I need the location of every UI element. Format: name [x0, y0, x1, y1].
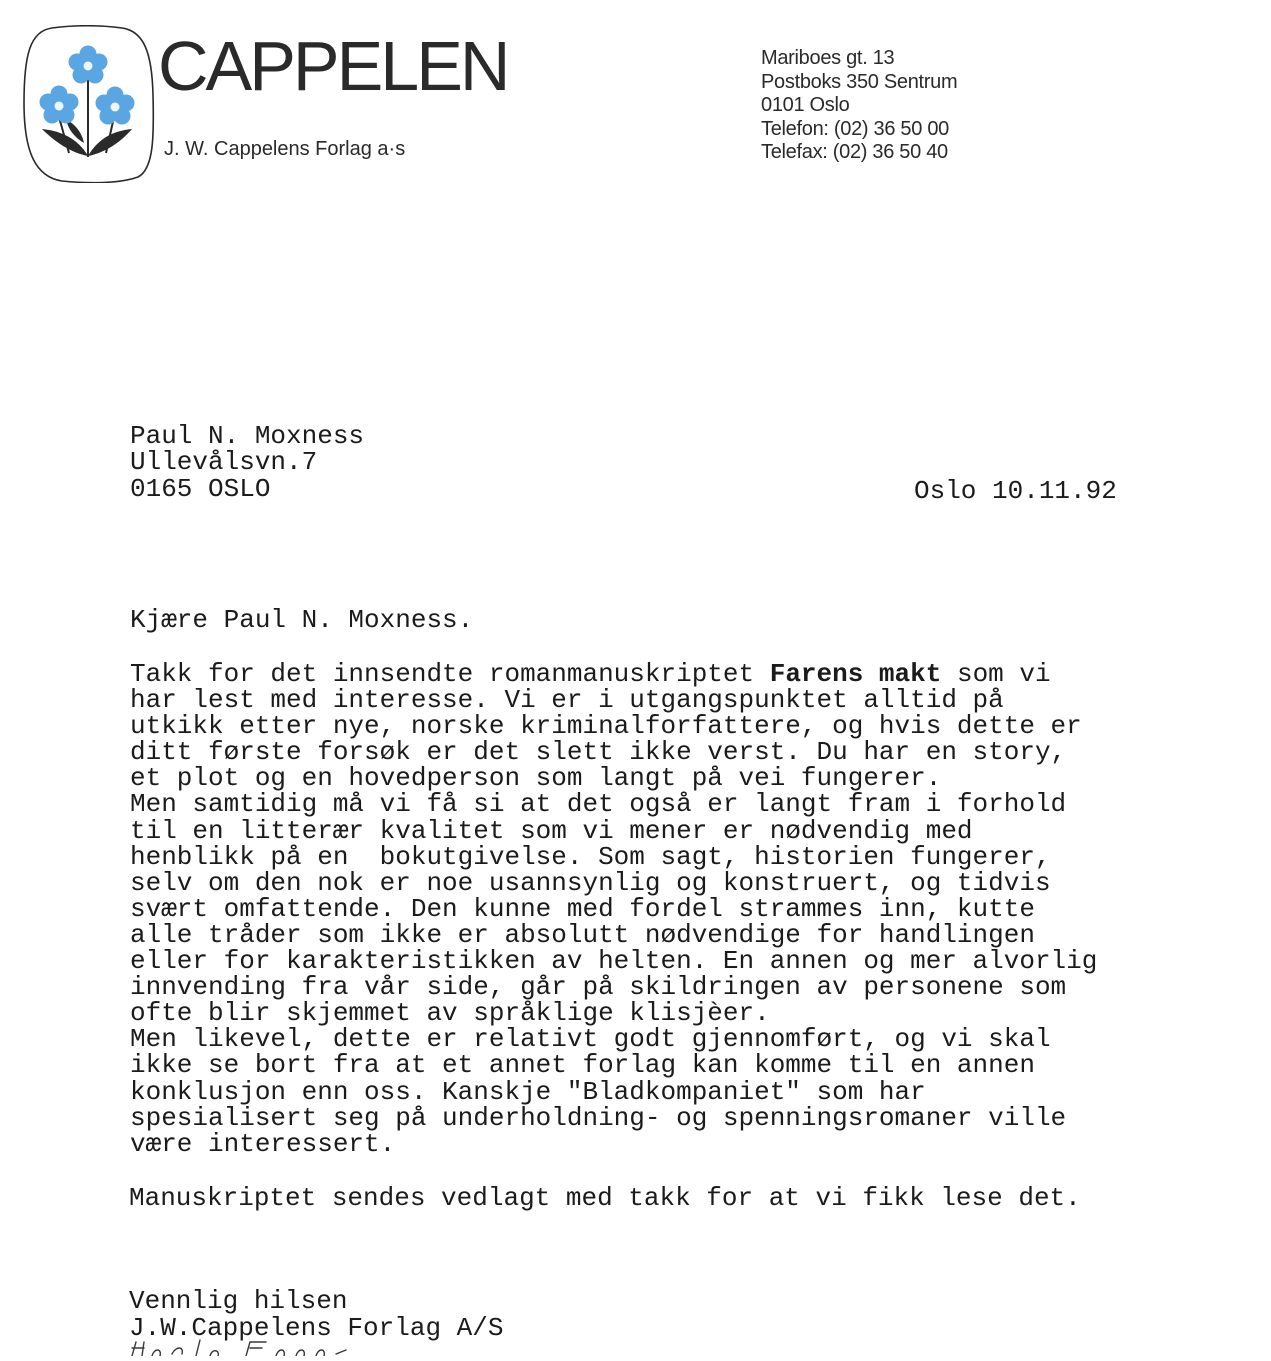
body-line: svært omfattende. Den kunne med fordel strammes inn, kutte [130, 893, 1035, 924]
address-phone: Telefon: (02) 36 50 00 [761, 117, 949, 140]
body-line: et plot og en hovedperson som langt på vei fungerer. [130, 763, 942, 794]
recipient-name: Paul N. Moxness [130, 421, 365, 451]
address-street: Mariboes gt. 13 [761, 47, 895, 69]
body-line: Men samtidig må vi få si at det også er langt fram i forhold [130, 789, 1067, 820]
closing-line: Manuskriptet sendes vedlagt med takk for at vi fikk lese det. [129, 1183, 1081, 1213]
body-line: selv om den nok er noe usannsynlig og konstruert, og tidvis [130, 867, 1051, 898]
body-line-start: Takk for det innsendte romanmanuskriptet [130, 659, 770, 689]
body-line: spesialisert seg på underholdning- og spenningsromaner ville [130, 1102, 1067, 1133]
body-line: alle tråder som ikke er absolutt nødvendige for handlingen [130, 919, 1035, 950]
salutation: Kjære Paul N. Moxness. [130, 605, 474, 635]
body-line: Men likevel, dette er relativt godt gjennomført, og vi skal [130, 1024, 1051, 1055]
body-line: eller for karakteristikken av helten. En annen og mer alvorlig [130, 946, 1098, 977]
signoff-greeting: Vennlig hilsen [129, 1286, 348, 1316]
recipient-address [130, 423, 364, 502]
address-postbox: Postboks 350 Sentrum [761, 70, 958, 93]
body-line: ofte blir skjemmet av språklige klisjèer. [130, 998, 770, 1029]
body-line [130, 661, 1097, 687]
recipient-street: Ullevålsvn.7 [130, 447, 318, 478]
letter-body [130, 661, 1097, 1157]
handwritten-signature-icon [126, 1336, 386, 1356]
body-line: ditt første forsøk er det slett ikke verst. Du har en story, [130, 737, 1067, 768]
letter-date: Oslo 10.11.92 [914, 476, 1117, 506]
body-line: har lest med interesse. Vi er i utgangspunktet alltid på [130, 685, 1004, 716]
publisher-logo [22, 25, 155, 183]
three-blue-flowers-icon [22, 25, 155, 183]
publisher-name: J. W. Cappelens Forlag a·s [164, 138, 406, 160]
body-line: konklusjon enn oss. Kanskje "Bladkompaniet" som har [130, 1076, 926, 1107]
body-line-end: som vi [941, 659, 1051, 689]
body-line: ikke se bort fra at et annet forlag kan komme til en annen [130, 1050, 1035, 1081]
body-line: til en litterær kvalitet som vi mener er nødvendig med [130, 815, 973, 846]
brand-wordmark: CAPPELEN [158, 27, 508, 105]
body-line: være interessert. [130, 1128, 396, 1159]
address-city: 0101 Oslo [761, 94, 850, 116]
book-title: Farens makt [769, 659, 942, 689]
recipient-postcode-city: 0165 OSLO [130, 473, 271, 504]
body-line: innvending fra vår side, går på skildringen av personene som [130, 972, 1067, 1003]
signoff [129, 1288, 503, 1342]
sender-address [761, 47, 957, 165]
body-line: utkikk etter nye, norske kriminalforfattere, og hvis dette er [130, 711, 1082, 742]
address-fax: Telefax: (02) 36 50 40 [761, 141, 948, 163]
body-line: henblikk på en bokutgivelse. Som sagt, historien fungerer, [130, 841, 1051, 872]
signoff-company: J.W.Cappelens Forlag A/S [129, 1313, 504, 1343]
